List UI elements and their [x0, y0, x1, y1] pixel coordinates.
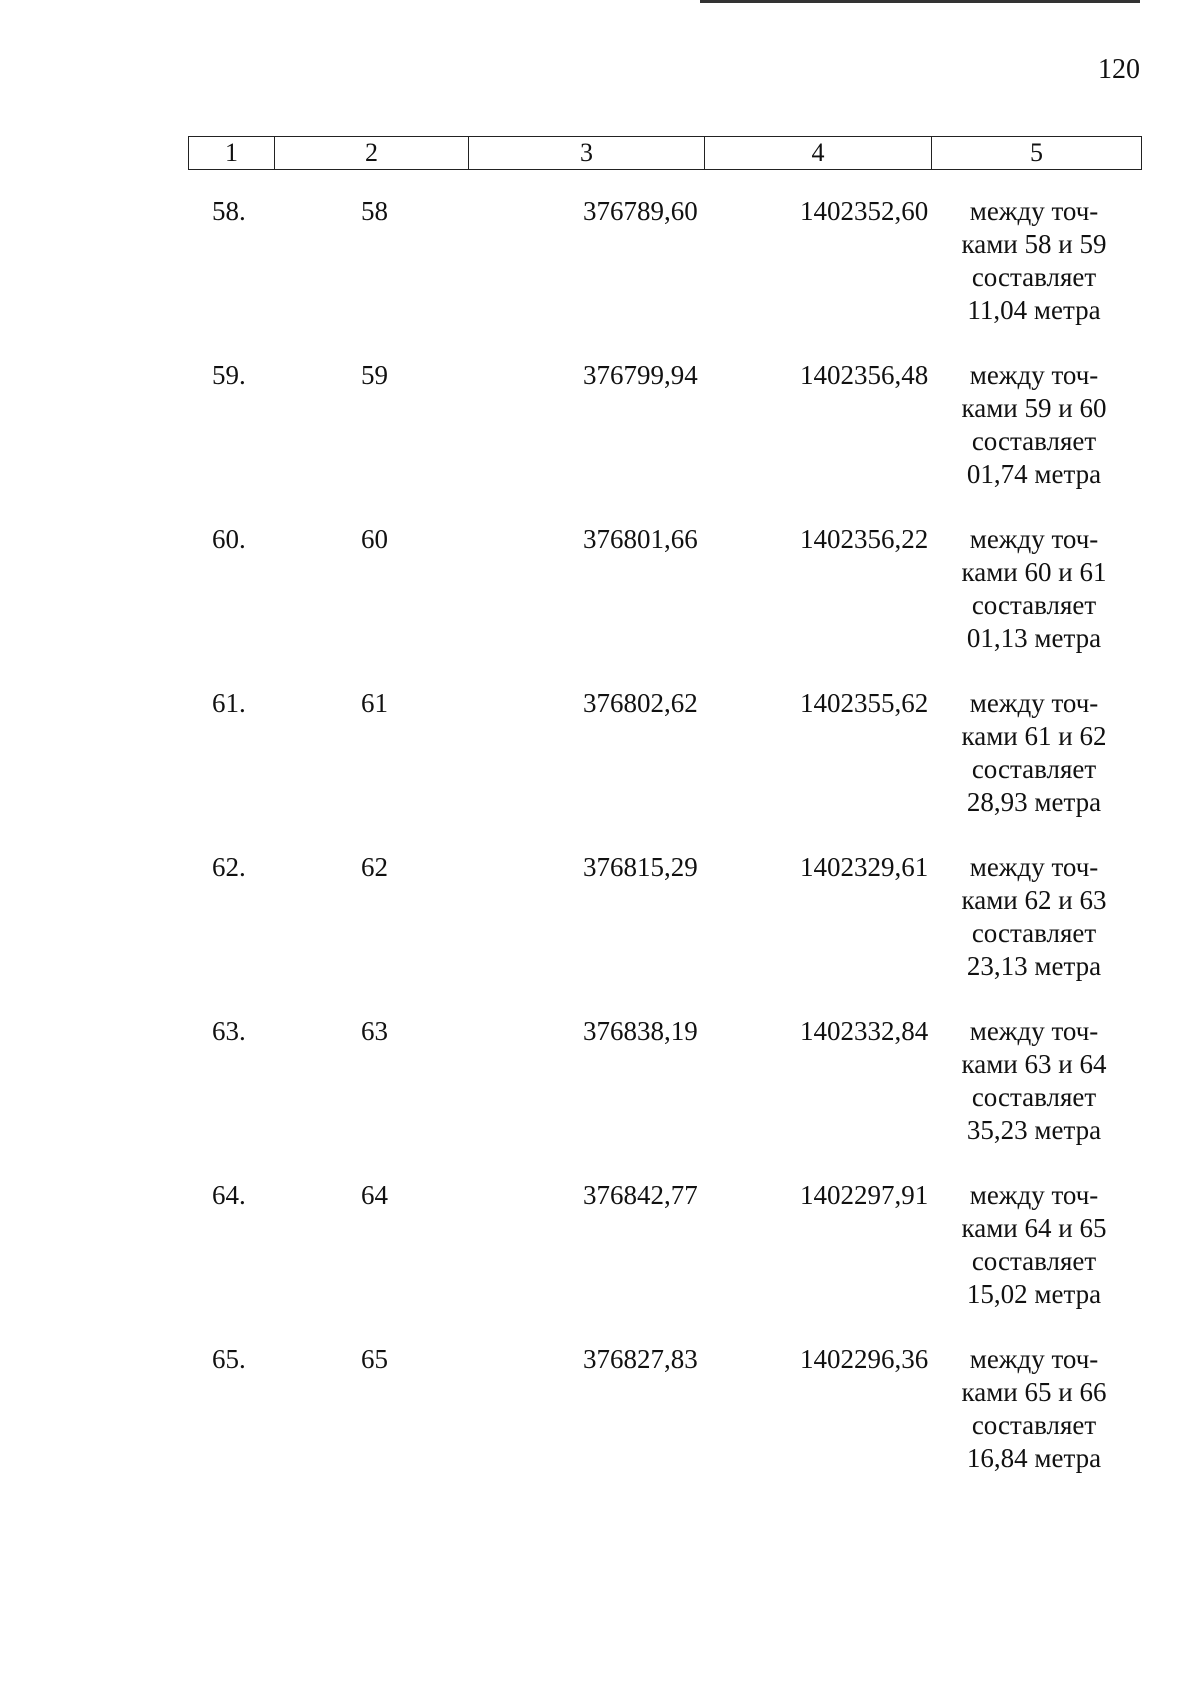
- description-line: 28,93 метра: [966, 787, 1102, 817]
- coordinate-x: 376842,77: [583, 1180, 698, 1210]
- point-number: 60: [361, 524, 388, 554]
- column-header-row: [189, 137, 1142, 170]
- description-line: составляет: [971, 1410, 1097, 1440]
- table-row: [188, 523, 1141, 687]
- coordinate-y: 1402296,36: [800, 1344, 929, 1374]
- coordinate-y: 1402352,60: [800, 196, 929, 226]
- description-line: между точ-: [969, 196, 1099, 226]
- column-header-table: [188, 136, 1142, 170]
- table-body: [188, 195, 1141, 1507]
- description-line: ками 58 и 59: [961, 229, 1107, 259]
- description-line: 35,23 метра: [966, 1115, 1102, 1145]
- row-number: 61.: [212, 688, 246, 718]
- description-line: ками 61 и 62: [961, 721, 1107, 751]
- table-row: [188, 687, 1141, 851]
- description-line: ками 64 и 65: [961, 1213, 1107, 1243]
- coordinate-y: 1402356,22: [800, 524, 929, 554]
- distance-description: [934, 1343, 1134, 1475]
- row-number: 59.: [212, 360, 246, 390]
- coordinate-y: 1402332,84: [800, 1016, 929, 1046]
- coordinate-y: 1402329,61: [800, 852, 929, 882]
- distance-description: [934, 359, 1134, 491]
- description-line: 01,74 метра: [966, 459, 1102, 489]
- description-line: ками 63 и 64: [961, 1049, 1107, 1079]
- coordinate-x: 376815,29: [583, 852, 698, 882]
- description-line: составляет: [971, 1246, 1097, 1276]
- coordinate-x: 376801,66: [583, 524, 698, 554]
- distance-description: [934, 195, 1134, 327]
- description-line: 23,13 метра: [966, 951, 1102, 981]
- description-line: составляет: [971, 262, 1097, 292]
- point-number: 58: [361, 196, 388, 226]
- table-row: [188, 851, 1141, 1015]
- point-number: 65: [361, 1344, 388, 1374]
- point-number: 62: [361, 852, 388, 882]
- row-number: 65.: [212, 1344, 246, 1374]
- point-number: 61: [361, 688, 388, 718]
- table-row: [188, 1179, 1141, 1343]
- description-line: составляет: [971, 918, 1097, 948]
- point-number: 64: [361, 1180, 388, 1210]
- description-line: ками 65 и 66: [961, 1377, 1107, 1407]
- column-header-3: 3: [469, 137, 705, 170]
- row-number: 60.: [212, 524, 246, 554]
- distance-description: [934, 1179, 1134, 1311]
- distance-description: [934, 1015, 1134, 1147]
- point-number: 63: [361, 1016, 388, 1046]
- table-row: [188, 195, 1141, 359]
- coordinate-x: 376827,83: [583, 1344, 698, 1374]
- row-number: 63.: [212, 1016, 246, 1046]
- coordinate-x: 376799,94: [583, 360, 698, 390]
- description-line: 16,84 метра: [966, 1443, 1102, 1473]
- coordinate-y: 1402356,48: [800, 360, 929, 390]
- table-row: [188, 359, 1141, 523]
- description-line: составляет: [971, 426, 1097, 456]
- coordinate-x: 376789,60: [583, 196, 698, 226]
- row-number: 58.: [212, 196, 246, 226]
- description-line: составляет: [971, 1082, 1097, 1112]
- description-line: между точ-: [969, 852, 1099, 882]
- description-line: 01,13 метра: [966, 623, 1102, 653]
- description-line: между точ-: [969, 1344, 1099, 1374]
- description-line: между точ-: [969, 688, 1099, 718]
- top-rule: [700, 0, 1140, 3]
- description-line: между точ-: [969, 1016, 1099, 1046]
- description-line: составляет: [971, 590, 1097, 620]
- coordinate-y: 1402297,91: [800, 1180, 929, 1210]
- description-line: составляет: [971, 754, 1097, 784]
- column-header-5: 5: [932, 137, 1142, 170]
- description-line: между точ-: [969, 1180, 1099, 1210]
- description-line: ками 60 и 61: [961, 557, 1107, 587]
- column-header-4: 4: [705, 137, 932, 170]
- description-line: ками 59 и 60: [961, 393, 1107, 423]
- distance-description: [934, 687, 1134, 819]
- coordinate-y: 1402355,62: [800, 688, 929, 718]
- row-number: 62.: [212, 852, 246, 882]
- distance-description: [934, 523, 1134, 655]
- page-number: 120: [1098, 54, 1140, 85]
- description-line: 11,04 метра: [967, 295, 1101, 325]
- description-line: ками 62 и 63: [961, 885, 1107, 915]
- coordinate-x: 376838,19: [583, 1016, 698, 1046]
- distance-description: [934, 851, 1134, 983]
- point-number: 59: [361, 360, 388, 390]
- table-row: [188, 1015, 1141, 1179]
- column-header-2: 2: [275, 137, 469, 170]
- description-line: 15,02 метра: [966, 1279, 1102, 1309]
- row-number: 64.: [212, 1180, 246, 1210]
- description-line: между точ-: [969, 524, 1099, 554]
- description-line: между точ-: [969, 360, 1099, 390]
- table-row: [188, 1343, 1141, 1507]
- column-header-1: 1: [189, 137, 275, 170]
- coordinate-x: 376802,62: [583, 688, 698, 718]
